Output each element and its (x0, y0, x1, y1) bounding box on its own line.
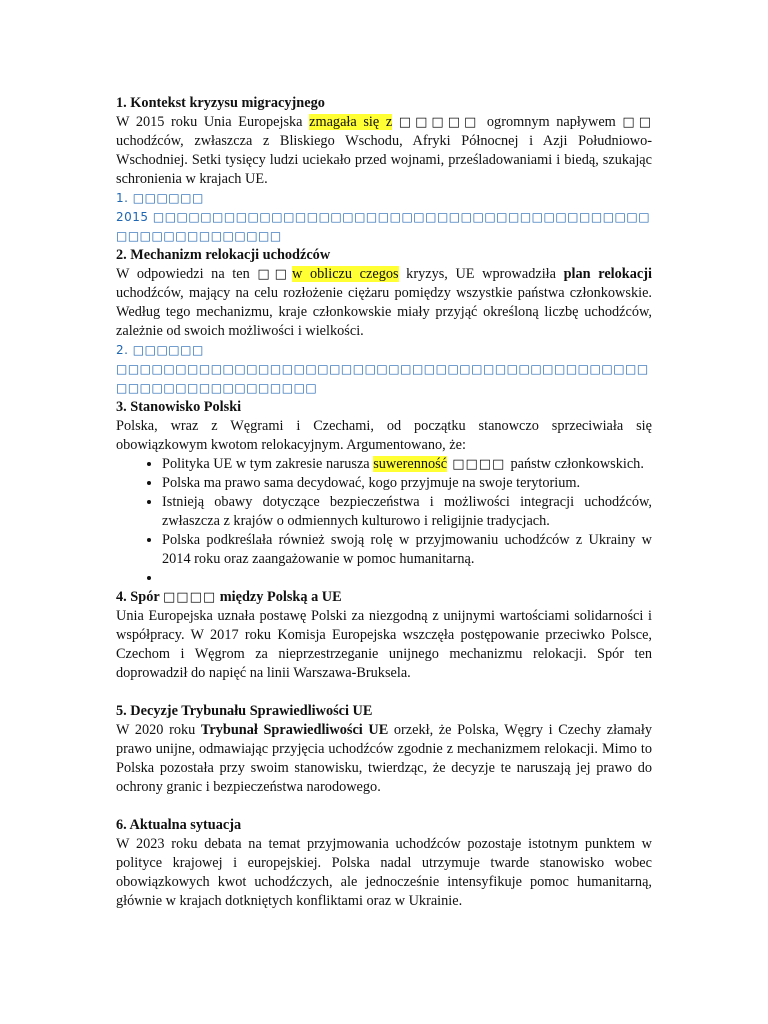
highlight: w obliczu czegos (292, 266, 399, 282)
section-1-translation-body: 2015 □□□□□□□□□□□□□□□□□□□□□□□□□□□□□□□□□□□□□□□□□□□□□□□□□□□□□□□□ (116, 210, 651, 243)
text-run: uchodźców, mający na celu rozłożenie ciężaru pomiędzy wszystkie państwa członkowskie. Według tego mechanizmu, kraje członkowskie miały przyjąć określoną liczbę uchodźców, zależnie od swoich możliwości i wielkości. (116, 285, 652, 339)
text-run: uchodźców, zwłaszcza z Bliskiego Wschodu, Afryki Północnej i Azji Południowo-Wschodniej. Setki tysięcy ludzi uciekało przed wojnami, prześladowaniami i biedą, szukając schronienia w krajach UE. (116, 133, 652, 187)
section-5-heading: 5. Decyzje Trybunału Sprawiedliwości UE (116, 703, 373, 719)
list-item: • Polska ma prawo sama decydować, kogo przyjmuje na swoje terytorium. (162, 474, 652, 493)
text-run: ogromnym napływem (480, 114, 623, 130)
spacer (116, 683, 652, 702)
list-item (162, 455, 652, 474)
cjk-text: □□□□ (163, 590, 217, 605)
list-item: • Polska podkreślała również swoją rolę w przyjmowaniu uchodźców z Ukrainy w 2014 roku oraz zaangażowanie w pomoc humanitarną. (162, 531, 652, 569)
section-1-paragraph (116, 113, 652, 189)
bold-text: Trybunał Sprawiedliwości UE (200, 722, 389, 738)
text-run: W 2015 roku Unia Europejska (116, 114, 310, 130)
section-1-translation-heading: 1. □□□□□□ (116, 191, 204, 205)
section-3-heading: 3. Stanowisko Polski (116, 399, 242, 415)
text-run: orzekł, że Polska, Węgry i Czechy złamały prawo unijne, odmawiając przyjęcia uchodźców zgodnie z mechanizmem relokacji. Mimo to Polska pozostała przy swoim stanowisku, twierdząc, że decyzje te naruszają jej prawo do ochrony granic i bezpieczeństwa narodowego. (116, 722, 653, 795)
list-item-empty (162, 569, 652, 588)
highlight: zmagała się z (309, 114, 393, 130)
section-4-heading (116, 588, 652, 607)
text-run: Polityka UE w tym zakresie narusza (162, 456, 374, 472)
document-page (116, 94, 652, 911)
cjk-text: □□□□ (447, 457, 511, 472)
highlight: suwerenność (373, 456, 448, 472)
list-item: • Istnieją obawy dotyczące bezpieczeństwa i możliwości integracji uchodźców, zwłaszcza z krajów o odmiennych kulturowo i religijnie tradycjach. (162, 493, 652, 531)
text-run: między Polską a UE (216, 589, 342, 605)
text-run: państw członkowskich. (510, 456, 644, 472)
section-1-heading: 1. Kontekst kryzysu migracyjnego (116, 95, 325, 111)
section-5-paragraph (116, 721, 652, 797)
section-3-intro: Polska, wraz z Węgrami i Czechami, od początku stanowczo sprzeciwiała się obowiązkowym kwotom relokacyjnym. Argumentowano, że: (116, 418, 652, 453)
section-4-paragraph: Unia Europejska uznała postawę Polski za niezgodną z unijnymi wartościami solidarności i współpracy. W 2017 roku Komisja Europejska wszczęła postępowanie przeciwko Polsce, Czechom i Węgrom za nieprzestrzeganie unijnego mechanizmu relokacji. Spór ten doprowadził do napięć na linii Warszawa-Bruksela. (116, 608, 652, 681)
section-6-paragraph: W 2023 roku debata na temat przyjmowania uchodźców pozostaje istotnym punktem w polityce krajowej i europejskiej. Polska nadal utrzymuje twarde stanowisko wobec obowiązkowych kwot uchodźczych, ale jednocześnie intensyfikuje pomoc humanitarną, głównie w krajach dotkniętych konfliktami oraz w Ukrainie. (116, 836, 652, 909)
bold-text: plan relokacji (563, 266, 652, 282)
argument-list (116, 455, 652, 588)
section-2-translation-body: □□□□□□□□□□□□□□□□□□□□□□□□□□□□□□□□□□□□□□□□□□□□□□□□□□□□□□□□□□□□□□ (116, 362, 649, 395)
cjk-text: □□□□□ (398, 115, 481, 130)
section-2-heading: 2. Mechanizm relokacji uchodźców (116, 247, 331, 263)
text-run: 4. Spór (116, 589, 164, 605)
section-2-translation-heading: 2. □□□□□□ (116, 343, 204, 357)
spacer (116, 797, 652, 816)
cjk-text: □□ (622, 115, 652, 130)
text-run: kryzys, UE wprowadziła (398, 266, 564, 282)
text-run: W odpowiedzi na ten (116, 266, 258, 282)
cjk-text: □□ (257, 267, 293, 282)
section-6-heading: 6. Aktualna sytuacja (116, 817, 242, 833)
section-2-paragraph (116, 265, 652, 341)
text-run: W 2020 roku (116, 722, 201, 738)
